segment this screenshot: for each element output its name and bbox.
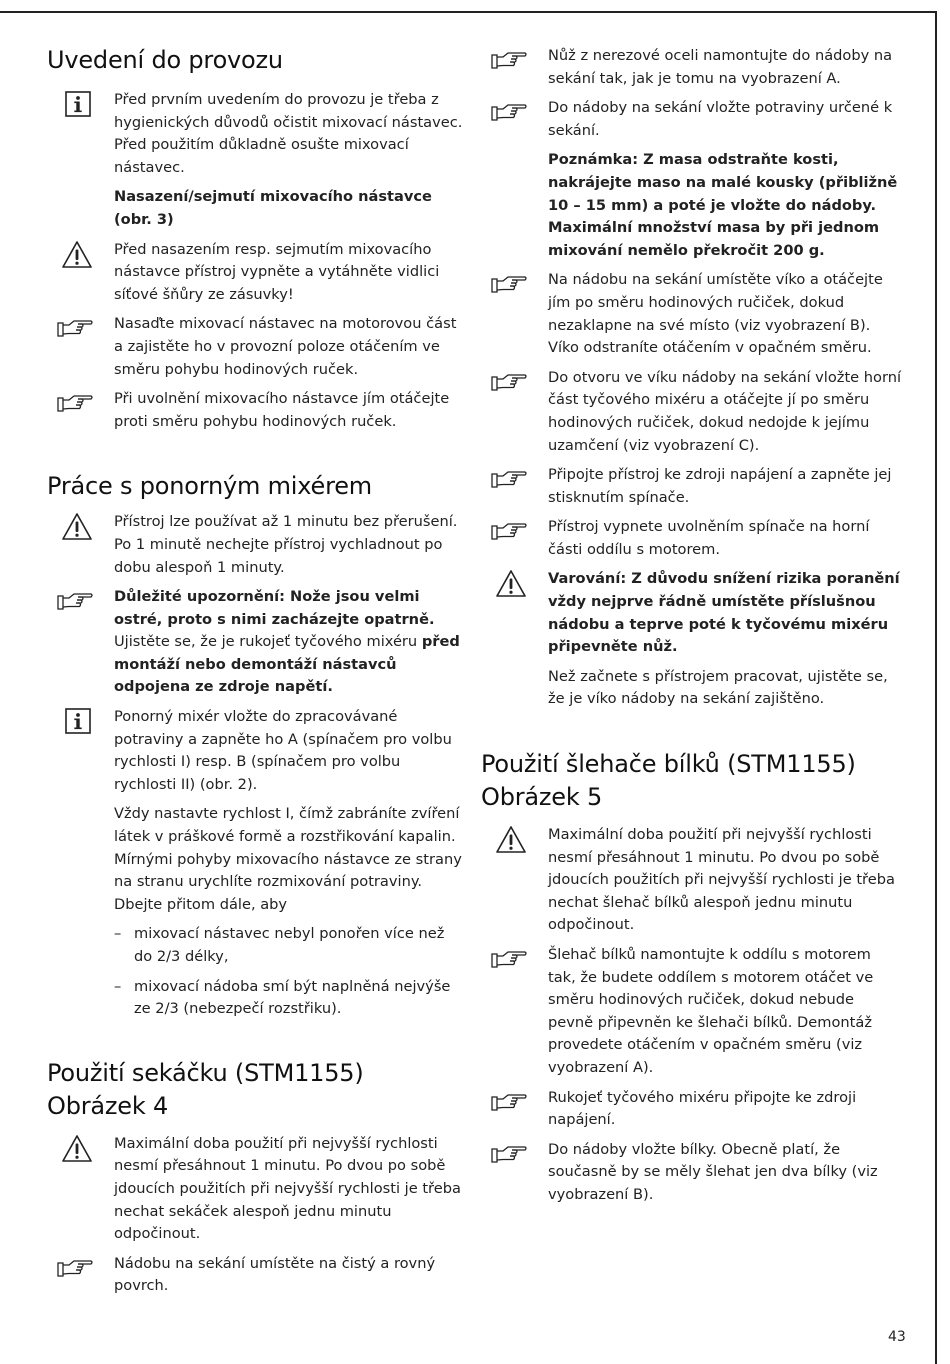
instruction-block: Na nádobu na sekání umístěte víko a otáčejte jím po směru hodinových ručiček, dokud nezaklapne na své místo (viz vyobrazení B). Víko odstraníte otáčením v opačném směru. xyxy=(481,269,901,359)
warning-icon xyxy=(489,825,529,855)
info-block: Ponorný mixér vložte do zpracovávané potraviny a zapněte ho A (spínačem pro volbu rychlosti I) resp. B (spínačem pro volbu rychlosti II) (obr. 2). xyxy=(47,706,467,796)
list-item: – mixovací nástavec nebyl ponořen více než do 2/3 délky, xyxy=(114,925,445,965)
warning-block: Maximální doba použití při nejvyšší rychlosti nesmí přesáhnout 1 minutu. Po dvou po sobě jdoucích použitích při nejvyšší rychlosti je třeba nechat sekáček alespoň jednu minutu odpočinout. xyxy=(47,1133,467,1246)
pointing-hand-icon xyxy=(489,368,529,398)
warning-icon xyxy=(55,240,95,270)
left-column xyxy=(47,44,467,1298)
warning-icon xyxy=(55,512,95,542)
section-title-slehac: Použití šlehače bílků (STM1155) Obrázek 5 xyxy=(481,750,856,812)
important-note: Důležité upozornění: Nože jsou velmi ostré, proto s nimi zacházejte opatrně. xyxy=(114,588,435,628)
instruction-block: Nádobu na sekání umístěte na čistý a rovný povrch. xyxy=(47,1253,467,1298)
instruction-block: Do otvoru ve víku nádoby na sekání vložte horní část tyčového mixéru a otáčejte jí po směru hodinových ručiček, dokud nedojde k jejímu uzamčení (viz vyobrazení C). xyxy=(481,367,901,457)
pointing-hand-icon xyxy=(489,1088,529,1118)
warning-icon xyxy=(55,1134,95,1164)
subheading-block xyxy=(47,186,467,231)
info-icon xyxy=(55,707,95,737)
page-number: 43 xyxy=(888,1329,906,1345)
instruction-block: Nasaďte mixovací nástavec na motorovou část a zajistěte ho v provozní poloze otáčením ve směru pohybu hodinových ruček. xyxy=(47,313,467,381)
subheading-nasazeni: Nasazení/sejmutí mixovacího nástavce (obr. 3) xyxy=(114,188,432,228)
section-title-sekacek: Použití sekáčku (STM1155) Obrázek 4 xyxy=(47,1058,364,1120)
warning-block: Přístroj lze používat až 1 minutu bez přerušení. Po 1 minutě nechejte přístroj vychladnout po dobu alespoň 1 minuty. xyxy=(47,511,467,579)
pointing-hand-icon xyxy=(55,389,95,419)
page-frame-top xyxy=(0,11,937,13)
pointing-hand-icon xyxy=(55,1254,95,1284)
right-column xyxy=(481,45,901,1207)
instruction-block: Šlehač bílků namontujte k oddílu s motorem tak, že budete oddílem s motorem otáčet ve směru hodinových ručiček, dokud nebude pevně připevněn ke šlehači bílků. Demontáž provedete otáčením v opačném směru (viz vyobrazení A). xyxy=(481,944,901,1080)
paragraph-block: Než začnete s přístrojem pracovat, ujistěte se, že je víko nádoby na sekání zajištěno. xyxy=(548,667,888,708)
paragraph-block: Vždy nastavte rychlost I, čímž zabráníte zvíření látek v práškové formě a rozstřikování kapalin. Mírnými pohyby mixovacího nástavce ze strany na stranu urychlíte rozmixování potraviny. Dbejte přitom dále, aby xyxy=(114,805,462,913)
instruction-block: Přístroj vypnete uvolněním spínače na horní části oddílu s motorem. xyxy=(481,516,901,561)
section-title-prace: Práce s ponorným mixérem xyxy=(47,472,372,501)
pointing-hand-icon xyxy=(55,314,95,344)
pointing-hand-icon xyxy=(489,98,529,128)
section-title-uvedeni: Uvedení do provozu xyxy=(47,46,283,74)
page-frame-right xyxy=(935,11,937,1364)
instruction-block: Důležité upozornění: Nože jsou velmi ostré, proto s nimi zacházejte opatrně. Ujistěte se, že je rukojeť tyčového mixéru před montáží nebo demontáží nástavců odpojena ze zdroje napětí. xyxy=(47,586,467,699)
warning-block: Maximální doba použití při nejvyšší rychlosti nesmí přesáhnout 1 minutu. Po dvou po sobě jdoucích použitích při nejvyšší rychlosti je třeba nechat šlehač bílků alespoň jednu minutu odpočinout. xyxy=(481,824,901,937)
dash-list xyxy=(114,923,467,1020)
instruction-block: Rukojeť tyčového mixéru připojte ke zdroji napájení. xyxy=(481,1087,901,1132)
warning-block: Varování: Z důvodu snížení rizika poranění vždy nejprve řádně umístěte příslušnou nádobu a teprve poté k tyčovému mixéru připevněte nůž. xyxy=(481,568,901,658)
pointing-hand-icon xyxy=(489,46,529,76)
instruction-block: Do nádoby na sekání vložte potraviny určené k sekání. xyxy=(481,97,901,142)
pointing-hand-icon xyxy=(489,1140,529,1170)
info-icon xyxy=(55,90,95,120)
pointing-hand-icon xyxy=(489,517,529,547)
dash-list-block xyxy=(47,923,467,1020)
info-block: Před prvním uvedením do provozu je třeba z hygienických důvodů očistit mixovací nástavec. Před použitím důkladně osušte mixovací nástavec. xyxy=(47,89,467,179)
pointing-hand-icon xyxy=(489,270,529,300)
pointing-hand-icon xyxy=(489,945,529,975)
list-item: – mixovací nádoba smí být naplněná nejvýše ze 2/3 (nebezpečí rozstřiku). xyxy=(114,977,451,1018)
instruction-block: Do nádoby vložte bílky. Obecně platí, že současně by se měly šlehat jen dva bílky (viz vyobrazení B). xyxy=(481,1139,901,1207)
instruction-block: Při uvolnění mixovacího nástavce jím otáčejte proti směru pohybu hodinových ruček. xyxy=(47,388,467,433)
pointing-hand-icon xyxy=(489,465,529,495)
note-text: Poznámka: Z masa odstraňte kosti, nakrájejte maso na malé kousky (přibližně 10 – 15 mm) a poté je vložte do nádoby. Maximální množství masa by při jednom mixování nemělo překročit 200 g. xyxy=(548,151,898,259)
warning-block: Před nasazením resp. sejmutím mixovacího nástavce přístroj vypněte a vytáhněte vidlici síťové šňůry ze zásuvky! xyxy=(47,239,467,307)
pointing-hand-icon xyxy=(55,587,95,617)
note-block xyxy=(481,149,901,262)
instruction-block: Připojte přístroj ke zdroji napájení a zapněte jej stisknutím spínače. xyxy=(481,464,901,509)
instruction-block: Nůž z nerezové oceli namontujte do nádoby na sekání tak, jak je tomu na vyobrazení A. xyxy=(481,45,901,90)
warning-icon xyxy=(489,569,529,599)
